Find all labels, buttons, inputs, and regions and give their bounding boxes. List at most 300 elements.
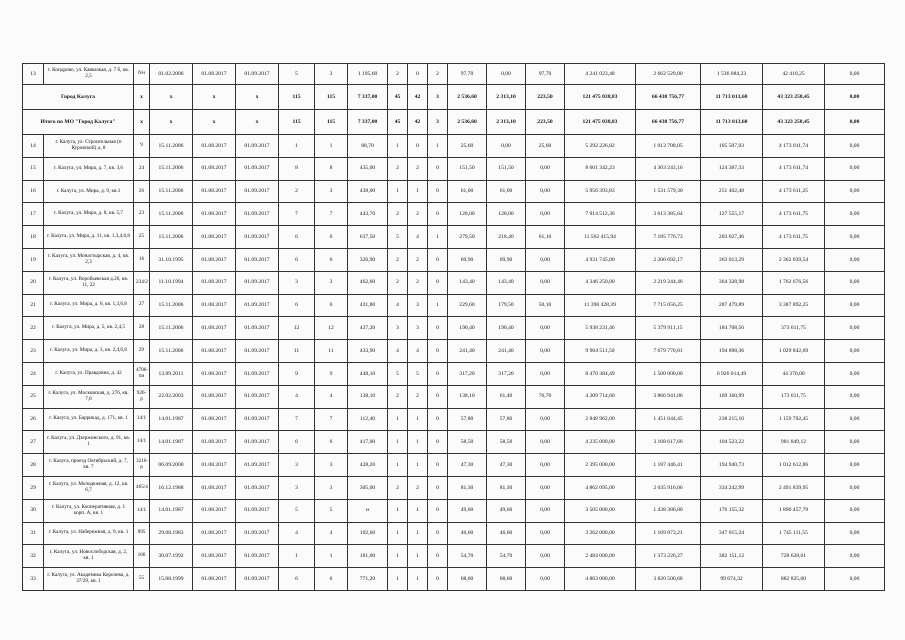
- total-cell-a1: 2 536,60: [448, 110, 487, 135]
- cell-v2: 4: [315, 522, 348, 545]
- cell-a3: 0,00: [526, 203, 565, 226]
- cell-date3: 01.09.2017: [236, 135, 279, 158]
- cell-a2: 151,50: [487, 157, 526, 180]
- total-cell-x1: x: [150, 110, 193, 135]
- cell-a1: 25,60: [448, 135, 487, 158]
- cell-c1: 2: [388, 271, 408, 294]
- cell-s1: 8 601 342,23: [565, 157, 636, 180]
- cell-area: 88,70: [348, 135, 388, 158]
- cell-a3: 0,00: [526, 248, 565, 271]
- cell-date3: 01.09.2017: [236, 203, 279, 226]
- cell-c1: 4: [388, 294, 408, 317]
- cell-date2: 01.08.2017: [193, 294, 236, 317]
- cell-c3: 0: [428, 522, 448, 545]
- cell-s2: 1 013 708,05: [636, 135, 701, 158]
- cell-a2: 317,20: [487, 362, 526, 385]
- cell-s4: 1 890 457,79: [763, 499, 825, 522]
- cell-s5: 0,00: [825, 499, 885, 522]
- total-cell-c3: 3: [428, 85, 448, 110]
- cell-s2: 7 715 056,25: [636, 294, 701, 317]
- total-cell-s5: 0,00: [825, 85, 885, 110]
- cell-s4: 981 849,12: [763, 431, 825, 454]
- total-row: [23, 110, 885, 135]
- cell-a3: 0,00: [526, 499, 565, 522]
- cell-date1: 22.02.2003: [150, 385, 193, 408]
- cell-a3: 0,00: [526, 545, 565, 568]
- cell-no: 24: [23, 362, 44, 385]
- total-cell-area: 7 337,00: [348, 85, 388, 110]
- cell-s1: 4 241 023,48: [565, 64, 636, 85]
- cell-v2: 12: [315, 317, 348, 340]
- cell-s1: 4 346 250,00: [565, 271, 636, 294]
- cell-a2: 81,30: [487, 476, 526, 499]
- total-cell-s4: 43 323 258,45: [763, 110, 825, 135]
- cell-address: г. Калуга, ул. Правдовна, д. 42: [44, 362, 134, 385]
- cell-v1: 3: [279, 476, 315, 499]
- cell-a1: 229,60: [448, 294, 487, 317]
- cell-v1: 3: [279, 271, 315, 294]
- cell-date3: 01.09.2017: [236, 385, 279, 408]
- cell-c3: 2: [428, 64, 448, 85]
- cell-c3: 0: [428, 431, 448, 454]
- table-row: [23, 180, 885, 203]
- cell-a2: 190,40: [487, 317, 526, 340]
- cell-s5: 0,00: [825, 203, 885, 226]
- cell-c2: 3: [408, 317, 428, 340]
- cell-address: г. Калуга, ул. Воробьевская д.26, кв. 11, 22: [44, 271, 134, 294]
- cell-a1: 138,10: [448, 385, 487, 408]
- cell-c2: 1: [408, 522, 428, 545]
- cell-c1: 1: [388, 522, 408, 545]
- cell-area: 448,10: [348, 362, 388, 385]
- cell-v2: 7: [315, 408, 348, 431]
- cell-area: 637,50: [348, 226, 388, 249]
- total-cell-k: x: [134, 110, 150, 135]
- cell-c2: 1: [408, 454, 428, 477]
- cell-s1: 4 931 745,00: [565, 248, 636, 271]
- cell-s5: 0,00: [825, 64, 885, 85]
- cell-date3: 01.09.2017: [236, 408, 279, 431]
- cell-c1: 1: [388, 499, 408, 522]
- cell-a1: 47,30: [448, 454, 487, 477]
- cell-v1: 3: [279, 454, 315, 477]
- cell-no: 16: [23, 180, 44, 203]
- cell-s5: 0,00: [825, 545, 885, 568]
- cell-c1: 1: [388, 180, 408, 203]
- total-cell-c1: 45: [388, 110, 408, 135]
- table-row: [23, 157, 885, 180]
- cell-date1: 15.11.2006: [150, 317, 193, 340]
- cell-no: 26: [23, 408, 44, 431]
- cell-v1: 6: [279, 568, 315, 591]
- cell-area: 431,80: [348, 294, 388, 317]
- cell-s3: 203 027,46: [701, 226, 763, 249]
- cell-c1: 1: [388, 454, 408, 477]
- table-row: [23, 248, 885, 271]
- cell-c2: 1: [408, 568, 428, 591]
- cell-date3: 01.09.2017: [236, 340, 279, 363]
- cell-a3: 0,00: [526, 431, 565, 454]
- cell-s2: 4 303 243,16: [636, 157, 701, 180]
- cell-c2: 1: [408, 431, 428, 454]
- cell-s3: 6 926 014,49: [701, 362, 763, 385]
- cell-v2: 3: [315, 454, 348, 477]
- cell-no: 29: [23, 476, 44, 499]
- cell-date1: 13.09.2011: [150, 362, 193, 385]
- cell-c1: 5: [388, 362, 408, 385]
- cell-v1: 4: [279, 522, 315, 545]
- cell-s5: 0,00: [825, 317, 885, 340]
- cell-house-no: 926-р: [134, 385, 150, 408]
- cell-no: 17: [23, 203, 44, 226]
- cell-s2: 1 451 044,45: [636, 408, 701, 431]
- cell-date2: 01.08.2017: [193, 385, 236, 408]
- cell-house-no: 9: [134, 135, 150, 158]
- cell-a1: 279,50: [448, 226, 487, 249]
- cell-a3: 25,60: [526, 135, 565, 158]
- cell-s4: 4 173 611,75: [763, 203, 825, 226]
- cell-s1: 5 292 226,82: [565, 135, 636, 158]
- total-cell-a2: 2 313,10: [487, 110, 526, 135]
- cell-area: 181,00: [348, 545, 388, 568]
- cell-a2: 54,70: [487, 545, 526, 568]
- cell-s2: 2 662 529,00: [636, 64, 701, 85]
- table-row: [23, 476, 885, 499]
- cell-s1: 4 235 000,00: [565, 431, 636, 454]
- cell-a3: 0,00: [526, 340, 565, 363]
- cell-a3: 0,00: [526, 317, 565, 340]
- cell-c3: 0: [428, 362, 448, 385]
- cell-s4: 1 012 612,86: [763, 454, 825, 477]
- cell-c2: 5: [408, 362, 428, 385]
- cell-address: г. Калуга, ул. Мира, д. 8, кв. 5,7: [44, 203, 134, 226]
- cell-c2: 0: [408, 64, 428, 85]
- cell-s1: 5 938 231,46: [565, 317, 636, 340]
- cell-date2: 01.08.2017: [193, 545, 236, 568]
- cell-area: 326,90: [348, 248, 388, 271]
- cell-no: 22: [23, 317, 44, 340]
- cell-c1: 2: [388, 64, 408, 85]
- total-cell-a1: 2 536,60: [448, 85, 487, 110]
- cell-date2: 01.08.2017: [193, 135, 236, 158]
- cell-date1: 14.01.1987: [150, 499, 193, 522]
- cell-address: г. Калуга, ул. Мира, д. 9, кв.1: [44, 180, 134, 203]
- cell-a2: 218,40: [487, 226, 526, 249]
- total-cell-k: x: [134, 85, 150, 110]
- cell-c3: 0: [428, 271, 448, 294]
- cell-c2: 1: [408, 499, 428, 522]
- table-row: [23, 454, 885, 477]
- total-cell-s1: 121 475 038,83: [565, 110, 636, 135]
- cell-c1: 1: [388, 431, 408, 454]
- cell-a1: 190,40: [448, 317, 487, 340]
- cell-a1: 57,80: [448, 408, 487, 431]
- cell-a2: 58,50: [487, 431, 526, 454]
- cell-date2: 01.08.2017: [193, 568, 236, 591]
- total-cell-v2: 115: [315, 85, 348, 110]
- cell-date2: 01.08.2017: [193, 499, 236, 522]
- cell-c1: 3: [388, 317, 408, 340]
- cell-no: 14: [23, 135, 44, 158]
- cell-area: 443,70: [348, 203, 388, 226]
- cell-s5: 0,00: [825, 522, 885, 545]
- cell-date3: 01.09.2017: [236, 180, 279, 203]
- cell-c3: 0: [428, 157, 448, 180]
- cell-a2: 68,60: [487, 568, 526, 591]
- cell-area: 437,20: [348, 317, 388, 340]
- table-row: [23, 408, 885, 431]
- cell-date2: 01.08.2017: [193, 454, 236, 477]
- cell-c3: 0: [428, 203, 448, 226]
- cell-date1: 31.10.1995: [150, 248, 193, 271]
- cell-s2: 1 169 873,21: [636, 522, 701, 545]
- cell-house-no: б/н: [134, 64, 150, 85]
- cell-c2: 2: [408, 476, 428, 499]
- cell-a1: 69,90: [448, 248, 487, 271]
- total-cell-s3: 11 713 013,60: [701, 85, 763, 110]
- table-row: [23, 522, 885, 545]
- cell-s2: 2 035 916,06: [636, 476, 701, 499]
- cell-a2: 57,80: [487, 408, 526, 431]
- cell-a2: 241,40: [487, 340, 526, 363]
- cell-v1: 7: [279, 203, 315, 226]
- cell-v2: 6: [315, 226, 348, 249]
- cell-s4: 4 173 611,75: [763, 226, 825, 249]
- cell-c2: 1: [408, 408, 428, 431]
- total-cell-a3: 223,50: [526, 110, 565, 135]
- cell-c1: 1: [388, 545, 408, 568]
- cell-s4: 1 159 702,45: [763, 408, 825, 431]
- cell-no: 25: [23, 385, 44, 408]
- cell-a3: 97,70: [526, 64, 565, 85]
- cell-s3: 99 674,32: [701, 568, 763, 591]
- cell-v1: 7: [279, 408, 315, 431]
- cell-s3: 251 402,48: [701, 180, 763, 203]
- cell-v1: 6: [279, 248, 315, 271]
- cell-date1: 15.11.2006: [150, 340, 193, 363]
- cell-house-no: 3216-р: [134, 454, 150, 477]
- cell-s3: 363 013,29: [701, 248, 763, 271]
- cell-s1: 2 848 962,00: [565, 408, 636, 431]
- cell-a1: 241,40: [448, 340, 487, 363]
- total-cell-x3: x: [236, 110, 279, 135]
- cell-s2: 5 379 911,15: [636, 317, 701, 340]
- cell-v1: 8: [279, 157, 315, 180]
- cell-a1: 143,40: [448, 271, 487, 294]
- cell-no: 15: [23, 157, 44, 180]
- cell-date3: 01.09.2017: [236, 545, 279, 568]
- cell-address: г. Калуга, ул. Мира, д. 7, кв. 3,6: [44, 157, 134, 180]
- cell-a2: 143,40: [487, 271, 526, 294]
- cell-s3: 364 328,98: [701, 271, 763, 294]
- cell-v1: 5: [279, 64, 315, 85]
- table-row: [23, 317, 885, 340]
- cell-no: 27: [23, 431, 44, 454]
- cell-v2: 5: [315, 499, 348, 522]
- cell-s1: 3 262 000,00: [565, 522, 636, 545]
- total-row: [23, 85, 885, 110]
- cell-v2: 6: [315, 294, 348, 317]
- cell-c3: 0: [428, 545, 448, 568]
- cell-v2: 4: [315, 385, 348, 408]
- cell-c2: 2: [408, 385, 428, 408]
- cell-s2: 1 531 579,30: [636, 180, 701, 203]
- cell-area: 305,00: [348, 476, 388, 499]
- cell-date3: 01.09.2017: [236, 431, 279, 454]
- cell-v2: 6: [315, 431, 348, 454]
- cell-date3: 01.09.2017: [236, 248, 279, 271]
- cell-s1: 2 395 000,00: [565, 454, 636, 477]
- cell-s4: 3 387 892,25: [763, 294, 825, 317]
- cell-date2: 01.08.2017: [193, 203, 236, 226]
- cell-area: 771,20: [348, 568, 388, 591]
- total-label: Итого по МО "Город Калуга": [23, 110, 134, 135]
- table-row: [23, 294, 885, 317]
- cell-s5: 0,00: [825, 408, 885, 431]
- cell-house-no: 23: [134, 203, 150, 226]
- total-cell-s2: 66 438 756,77: [636, 110, 701, 135]
- cell-c3: 0: [428, 180, 448, 203]
- total-cell-s4: 43 323 258,45: [763, 85, 825, 110]
- cell-s3: 334 242,99: [701, 476, 763, 499]
- cell-s4: 373 611,75: [763, 317, 825, 340]
- cell-date3: 01.09.2017: [236, 454, 279, 477]
- cell-a2: 61,00: [487, 180, 526, 203]
- cell-house-no: 4706-пи: [134, 362, 150, 385]
- cell-v2: 3: [315, 271, 348, 294]
- cell-v2: 3: [315, 476, 348, 499]
- cell-house-no: 14/1: [134, 408, 150, 431]
- cell-s5: 0,00: [825, 476, 885, 499]
- cell-v1: 6: [279, 431, 315, 454]
- cell-s4: 4 173 611,74: [763, 157, 825, 180]
- cell-s1: 9 904 511,50: [565, 340, 636, 363]
- cell-c3: 0: [428, 408, 448, 431]
- total-cell-c3: 3: [428, 110, 448, 135]
- cell-date1: 15.11.2006: [150, 294, 193, 317]
- cell-a1: 317,20: [448, 362, 487, 385]
- cell-s3: 124 387,33: [701, 157, 763, 180]
- total-cell-x1: x: [150, 85, 193, 110]
- cell-date2: 01.08.2017: [193, 522, 236, 545]
- cell-date2: 01.08.2017: [193, 248, 236, 271]
- cell-house-no: 234/2: [134, 271, 150, 294]
- cell-a1: 46,60: [448, 522, 487, 545]
- cell-v2: 6: [315, 248, 348, 271]
- cell-date1: 01.02.2006: [150, 64, 193, 85]
- cell-date2: 01.08.2017: [193, 431, 236, 454]
- cell-address: г. Калуга, ул. Монастырская, д. 4, кв. 2,3: [44, 248, 134, 271]
- cell-area: 428,20: [348, 454, 388, 477]
- total-cell-x3: x: [236, 85, 279, 110]
- cell-house-no: 28: [134, 317, 150, 340]
- cell-s4: 44 370,00: [763, 362, 825, 385]
- cell-c1: 2: [388, 385, 408, 408]
- cell-area: 102,60: [348, 522, 388, 545]
- cell-s2: 1 500 000,00: [636, 362, 701, 385]
- cell-s1: 8 470 384,49: [565, 362, 636, 385]
- cell-c3: 0: [428, 499, 448, 522]
- cell-v2: 6: [315, 568, 348, 591]
- cell-s3: 105 507,03: [701, 135, 763, 158]
- cell-v2: 1: [315, 135, 348, 158]
- cell-s5: 0,00: [825, 385, 885, 408]
- cell-a2: 61,40: [487, 385, 526, 408]
- total-cell-s1: 121 475 038,83: [565, 85, 636, 110]
- cell-a2: 46,60: [487, 522, 526, 545]
- table-row: [23, 362, 885, 385]
- cell-s5: 0,00: [825, 271, 885, 294]
- table-row: [23, 135, 885, 158]
- cell-c1: 5: [388, 226, 408, 249]
- cell-date3: 01.09.2017: [236, 476, 279, 499]
- cell-a3: 0,00: [526, 362, 565, 385]
- cell-c1: 1: [388, 568, 408, 591]
- cell-s5: 0,00: [825, 431, 885, 454]
- cell-s1: 3 505 000,00: [565, 499, 636, 522]
- cell-house-no: 14/1: [134, 499, 150, 522]
- cell-v1: 6: [279, 294, 315, 317]
- cell-date2: 01.08.2017: [193, 271, 236, 294]
- cell-s1: 4 209 714,60: [565, 385, 636, 408]
- cell-date3: 01.09.2017: [236, 294, 279, 317]
- cell-house-no: 895: [134, 522, 150, 545]
- cell-date1: 15.11.2006: [150, 157, 193, 180]
- table-row: [23, 385, 885, 408]
- cell-address: г. Калуга, ул. Строительная (п Куровской) д. 8: [44, 135, 134, 158]
- cell-a2: 128,00: [487, 203, 526, 226]
- cell-s2: 3 866 941,86: [636, 385, 701, 408]
- cell-c2: 1: [408, 180, 428, 203]
- cell-a2: 47,30: [487, 454, 526, 477]
- cell-a3: 0,00: [526, 568, 565, 591]
- cell-date3: 01.09.2017: [236, 522, 279, 545]
- cell-date3: 01.09.2017: [236, 64, 279, 85]
- cell-address: г. Калуга, ул. Мира, д. 5, кв. 2,4,5: [44, 317, 134, 340]
- cell-house-no: 166: [134, 545, 150, 568]
- cell-c2: 2: [408, 203, 428, 226]
- cell-s2: 7 185 776,73: [636, 226, 701, 249]
- total-cell-c2: 42: [408, 110, 428, 135]
- cell-v1: 11: [279, 340, 315, 363]
- table-row: [23, 226, 885, 249]
- cell-c3: 0: [428, 476, 448, 499]
- cell-address: г. Калуга, ул. Мира, д. 3, кв. 2,4,6,8: [44, 340, 134, 363]
- cell-date1: 06.09.2000: [150, 454, 193, 477]
- cell-s2: 1 187 446,41: [636, 454, 701, 477]
- cell-s2: 1 373 226,27: [636, 545, 701, 568]
- cell-address: г. Калуга, ул. Мира, д. 6, кв. 1,3,6,8: [44, 294, 134, 317]
- cell-date2: 01.08.2017: [193, 180, 236, 203]
- cell-s3: 194 898,36: [701, 340, 763, 363]
- cell-s4: 4 173 011,74: [763, 135, 825, 158]
- cell-date3: 01.09.2017: [236, 362, 279, 385]
- cell-date1: 15.11.2006: [150, 180, 193, 203]
- cell-s4: 42 410,25: [763, 64, 825, 85]
- cell-a1: 49,60: [448, 499, 487, 522]
- cell-v1: 9: [279, 362, 315, 385]
- cell-s2: 3 613 385,64: [636, 203, 701, 226]
- cell-v1: 2: [279, 180, 315, 203]
- cell-no: 19: [23, 248, 44, 271]
- cell-a1: 128,00: [448, 203, 487, 226]
- cell-date3: 01.09.2017: [236, 568, 279, 591]
- total-cell-x2: x: [193, 85, 236, 110]
- cell-c2: 2: [408, 271, 428, 294]
- cell-area: 1 195,60: [348, 64, 388, 85]
- cell-a2: 69,90: [487, 248, 526, 271]
- cell-s2: 2 219 244,46: [636, 271, 701, 294]
